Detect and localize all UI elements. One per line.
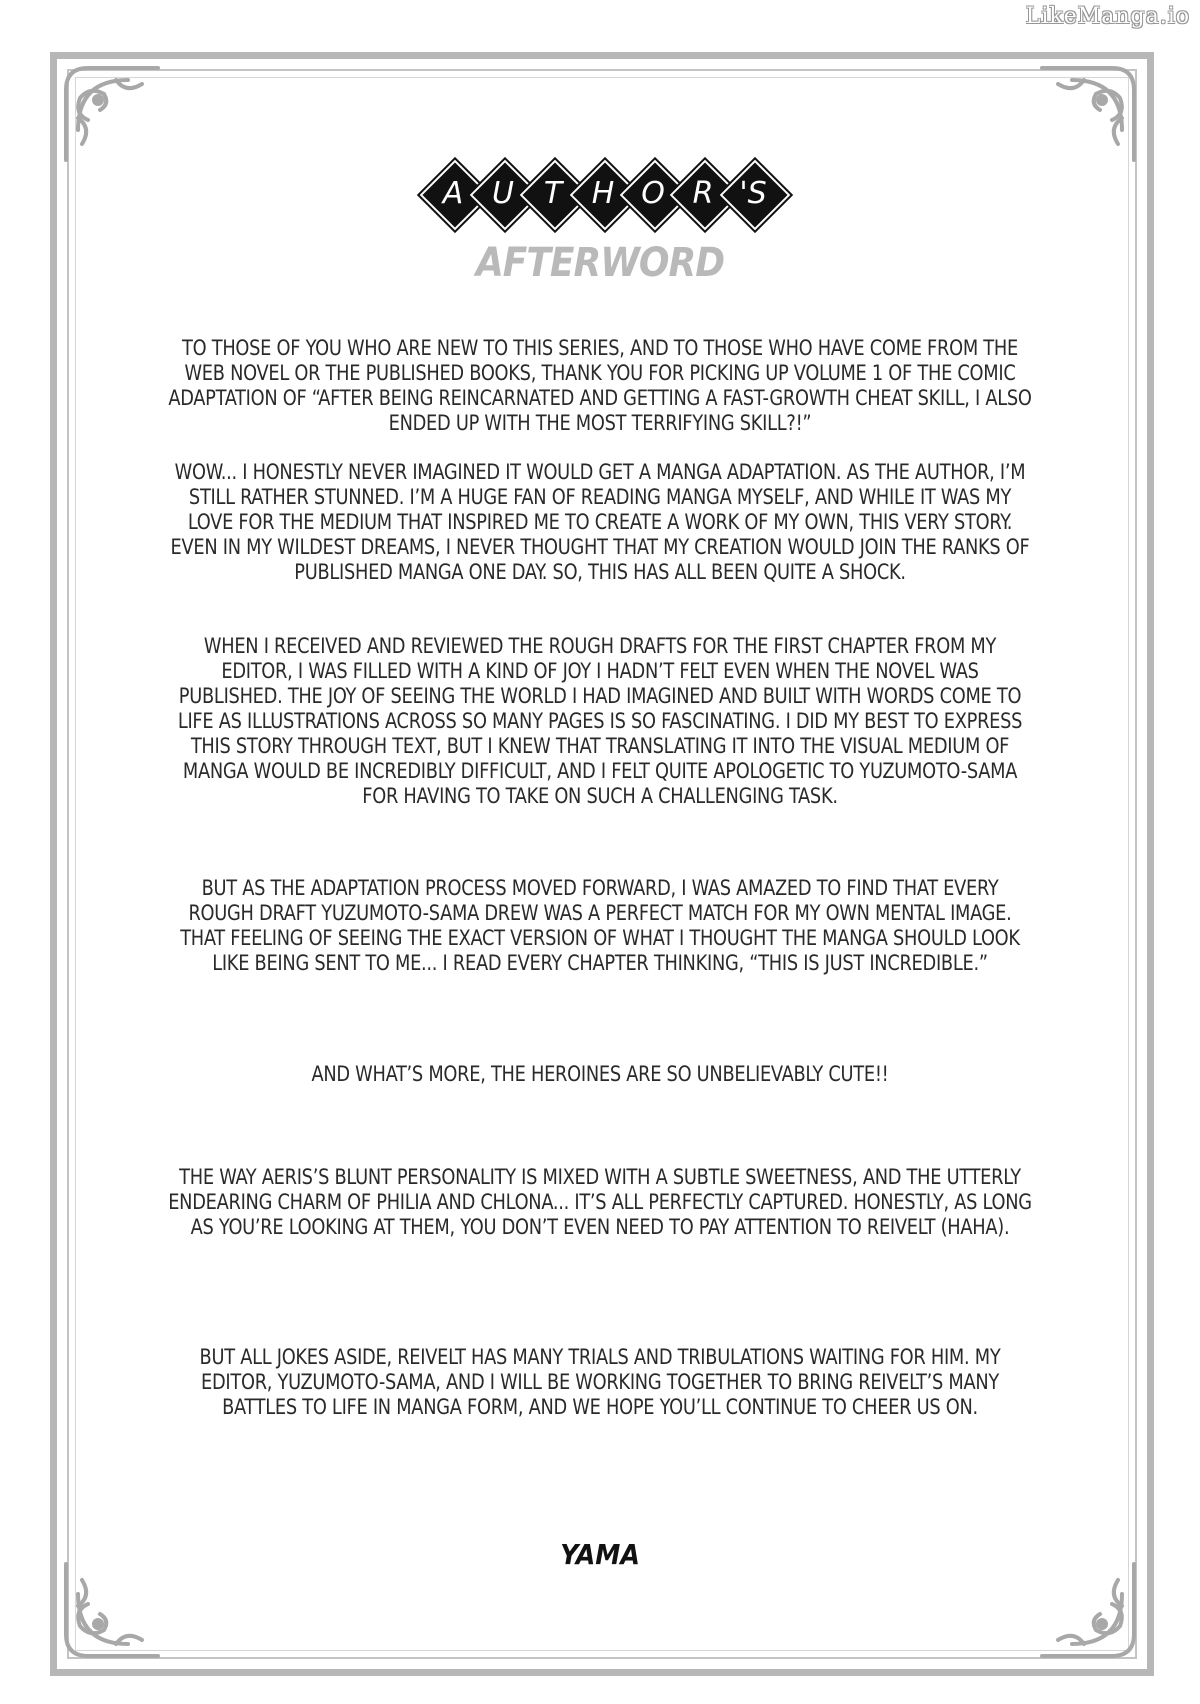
paragraph-characters: THE WAY AERIS’S BLUNT PERSONALITY IS MIXED WITH A SUBTLE SWEETNESS, AND THE UTTERLY ENDEARING CHARM OF PHILIA AND CHLONA... IT’S ALL PERFECTLY CAPTURED. HONESTLY, AS LONG AS YOU’RE LOOKING AT THEM, YOU DON’T EVEN NEED TO PAY ATTENTION TO REIVELT (HAHA). [168,1165,1032,1240]
banner-letter: A [442,175,464,211]
author-signature: YAMA [560,1538,640,1571]
banner-letter: R [692,175,714,211]
page-subtitle: AFTERWORD [475,240,725,286]
corner-flourish-icon [58,60,168,170]
paragraph-heroines: AND WHAT’S MORE, THE HEROINES ARE SO UNBELIEVABLY CUTE!! [311,1062,889,1087]
banner-letter: O [641,175,665,211]
paragraph-rough-drafts: WHEN I RECEIVED AND REVIEWED THE ROUGH DRAFTS FOR THE FIRST CHAPTER FROM MY EDITOR, I WAS FILLED WITH A KIND OF JOY I HADN’T FELT EVEN WHEN THE NOVEL WAS PUBLISHED. THE JOY OF SEEING THE WORLD I HAD IMAGINED AND BUILT WITH WORDS COME TO LIFE AS ILLUSTRATIONS ACROSS SO MANY PAGES IS SO FASCINATING. I DID MY BEST TO EXPRESS THIS STORY THROUGH TEXT, BUT I KNEW THAT TRANSLATING IT INTO THE VISUAL MEDIUM OF MANGA WOULD BE INCREDIBLY DIFFICULT, AND I FELT QUITE APOLOGETIC TO YUZUMOTO-SAMA FOR HAVING TO TAKE ON SUCH A CHALLENGING TASK. [177,634,1023,809]
paragraph-process: BUT AS THE ADAPTATION PROCESS MOVED FORWARD, I WAS AMAZED TO FIND THAT EVERY ROUGH DRAFT YUZUMOTO-SAMA DREW WAS A PERFECT MATCH FOR MY OWN MENTAL IMAGE. THAT FEELING OF SEEING THE EXACT VERSION OF WHAT I THOUGHT THE MANGA SHOULD LOOK LIKE BEING SENT TO ME... I READ EVERY CHAPTER THINKING, “THIS IS JUST INCREDIBLE.” [180,876,1020,976]
authors-diamond-banner [420,160,784,226]
banner-letter: T [543,175,563,211]
ornamental-page-frame [50,52,1154,1676]
paragraph-intro: TO THOSE OF YOU WHO ARE NEW TO THIS SERIES, AND TO THOSE WHO HAVE COME FROM THE WEB NOVEL OR THE PUBLISHED BOOKS, THANK YOU FOR PICKING UP VOLUME 1 OF THE COMIC ADAPTATION OF “AFTER BEING REINCARNATED AND GETTING A FAST-GROWTH CHEAT SKILL, I ALSO ENDED UP WITH THE MOST TERRIFYING SKILL?!” [168,336,1032,436]
banner-letter: H [591,175,615,211]
paragraph-closing: BUT ALL JOKES ASIDE, REIVELT HAS MANY TRIALS AND TRIBULATIONS WAITING FOR HIM. MY EDITOR, YUZUMOTO-SAMA, AND I WILL BE WORKING TOGETHER TO BRING REIVELT’S MANY BATTLES TO LIFE IN MANGA FORM, AND WE HOPE YOU’LL CONTINUE TO CHEER US ON. [199,1345,1001,1420]
paragraph-adaptation-surprise: WOW... I HONESTLY NEVER IMAGINED IT WOULD GET A MANGA ADAPTATION. AS THE AUTHOR, I’M STILL RATHER STUNNED. I’M A HUGE FAN OF READING MANGA MYSELF, AND WHILE IT WAS MY LOVE FOR THE MEDIUM THAT INSPIRED ME TO CREATE A WORK OF MY OWN, THIS VERY STORY. EVEN IN MY WILDEST DREAMS, I NEVER THOUGHT THAT MY CREATION WOULD JOIN THE RANKS OF PUBLISHED MANGA ONE DAY. SO, THIS HAS ALL BEEN QUITE A SHOCK. [170,460,1030,585]
banner-diamond [720,160,786,226]
site-watermark: LikeManga.io [1025,4,1190,29]
banner-letter: U [492,175,514,211]
banner-letter: 'S [739,175,767,211]
corner-flourish-icon [1032,60,1142,170]
